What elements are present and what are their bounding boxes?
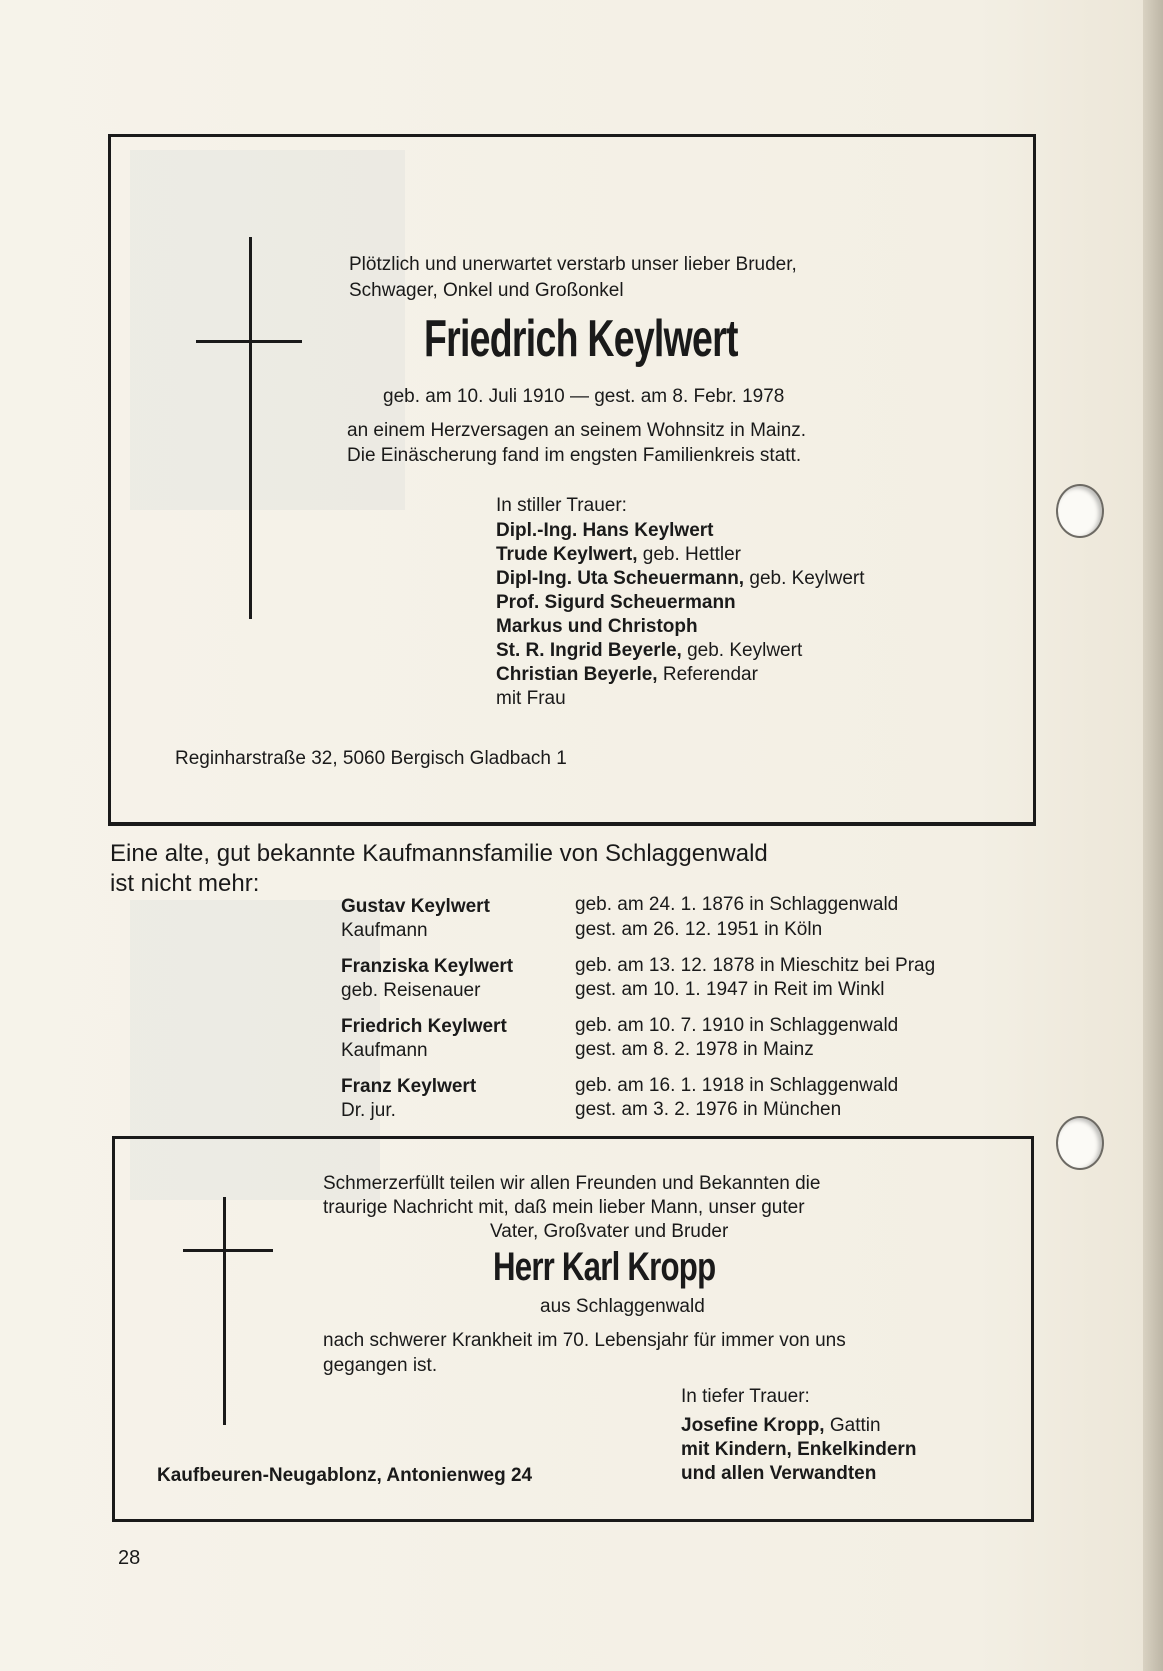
mourner-line: Trude Keylwert, geb. Hettler xyxy=(496,544,741,565)
mourner-line: Josefine Kropp, Gattin xyxy=(681,1415,881,1436)
member-born: geb. am 24. 1. 1876 in Schlaggenwald xyxy=(575,894,899,915)
death-notice-keylwert xyxy=(108,134,1036,826)
member-died: gest. am 26. 12. 1951 in Köln xyxy=(575,919,823,940)
mourner-line: und allen Verwandten xyxy=(681,1463,877,1484)
divider-rule xyxy=(108,822,1036,825)
page-edge xyxy=(1143,0,1163,1671)
passing-line2: gegangen ist. xyxy=(323,1355,438,1376)
birth-death-dates: geb. am 10. Juli 1910 — gest. am 8. Febr. 1978 xyxy=(383,386,785,407)
passing-line1: nach schwerer Krankheit im 70. Lebensjahr für immer von uns xyxy=(323,1330,846,1351)
member-born: geb. am 10. 7. 1910 in Schlaggenwald xyxy=(575,1015,899,1036)
address: Kaufbeuren-Neugablonz, Antonienweg 24 xyxy=(157,1465,533,1486)
notice-intro-line2: Schwager, Onkel und Großonkel xyxy=(349,280,624,301)
mourner-line: Markus und Christoph xyxy=(496,616,698,637)
punch-hole xyxy=(1056,1116,1104,1170)
mourner-line: Prof. Sigurd Scheuermann xyxy=(496,592,736,613)
member-born: geb. am 16. 1. 1918 in Schlaggenwald xyxy=(575,1075,899,1096)
cause-line: an einem Herzversagen an seinem Wohnsitz in Mainz. xyxy=(347,420,807,441)
cross-icon-horizontal xyxy=(196,340,302,343)
member-died: gest. am 3. 2. 1976 in München xyxy=(575,1099,842,1120)
mourner-line: mit Frau xyxy=(496,688,566,709)
member-role: geb. Reisenauer xyxy=(341,980,481,1001)
member-died: gest. am 10. 1. 1947 in Reit im Winkl xyxy=(575,979,885,1000)
cross-icon-vertical xyxy=(249,237,252,619)
member-died: gest. am 8. 2. 1978 in Mainz xyxy=(575,1039,814,1060)
punch-hole xyxy=(1056,484,1104,538)
member-role: Kaufmann xyxy=(341,1040,428,1061)
notice-intro-line1: Schmerzerfüllt teilen wir allen Freunden und Bekannten die xyxy=(323,1173,821,1194)
mourning-label: In stiller Trauer: xyxy=(496,495,627,516)
cross-icon-horizontal xyxy=(183,1249,273,1252)
member-role: Dr. jur. xyxy=(341,1100,396,1121)
notice-intro-line3: Vater, Großvater und Bruder xyxy=(490,1221,729,1242)
mourner-line: St. R. Ingrid Beyerle, geb. Keylwert xyxy=(496,640,803,661)
death-notice-kropp xyxy=(112,1136,1034,1522)
origin: aus Schlaggenwald xyxy=(540,1296,705,1317)
deceased-name: Herr Karl Kropp xyxy=(493,1245,716,1289)
mourning-label: In tiefer Trauer: xyxy=(681,1386,810,1407)
mourner-line: Christian Beyerle, Referendar xyxy=(496,664,758,685)
member-name: Gustav Keylwert xyxy=(341,896,490,917)
mourner-line: Dipl.-Ing. Hans Keylwert xyxy=(496,520,714,541)
member-name: Friedrich Keylwert xyxy=(341,1016,507,1037)
cremation-line: Die Einäscherung fand im engsten Familienkreis statt. xyxy=(347,445,802,466)
family-heading-line2: ist nicht mehr: xyxy=(110,870,260,897)
cross-icon-vertical xyxy=(223,1197,226,1425)
member-name: Franz Keylwert xyxy=(341,1076,477,1097)
address: Reginharstraße 32, 5060 Bergisch Gladbach 1 xyxy=(175,748,567,769)
deceased-name: Friedrich Keylwert xyxy=(424,310,738,368)
family-heading-line1: Eine alte, gut bekannte Kaufmannsfamilie von Schlaggenwald xyxy=(110,840,768,867)
member-born: geb. am 13. 12. 1878 in Mieschitz bei Prag xyxy=(575,955,936,976)
page-number: 28 xyxy=(118,1547,141,1569)
notice-intro-line1: Plötzlich und unerwartet verstarb unser lieber Bruder, xyxy=(349,254,797,275)
member-name: Franziska Keylwert xyxy=(341,956,514,977)
notice-intro-line2: traurige Nachricht mit, daß mein lieber Mann, unser guter xyxy=(323,1197,805,1218)
mourner-line: Dipl-Ing. Uta Scheuermann, geb. Keylwert xyxy=(496,568,865,589)
mourner-line: mit Kindern, Enkelkindern xyxy=(681,1439,917,1460)
member-role: Kaufmann xyxy=(341,920,428,941)
